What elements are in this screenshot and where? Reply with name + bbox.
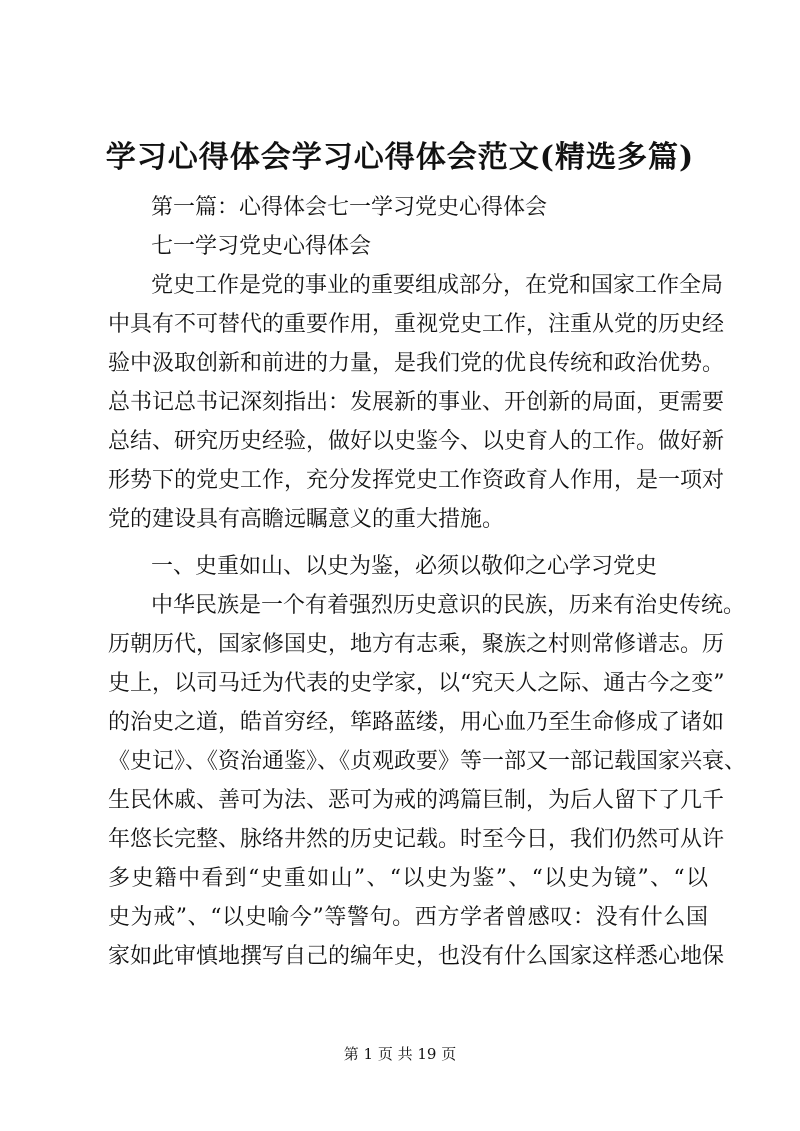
section-heading: 第一篇：心得体会七一学习党史心得体会 — [151, 195, 548, 220]
document-title: 学习心得体会学习心得体会范文(精选多篇) — [105, 140, 695, 175]
paragraph-line: 总书记总书记深刻指出：发展新的事业、开创新的局面，更需要 — [108, 390, 725, 415]
paragraph-line: 的治史之道，皓首穷经，筚路蓝缕，用心血乃至生命修成了诸如 — [108, 710, 725, 735]
paragraph-line: 总结、研究历史经验，做好以史鉴今、以史育人的工作。做好新 — [108, 429, 725, 454]
paragraph-line: 家如此审慎地撰写自己的编年史，也没有什么国家这样悉心地保 — [108, 944, 725, 969]
paragraph-line: 中具有不可替代的重要作用，重视党史工作，注重从党的历史经 — [108, 312, 725, 337]
paragraph-line: 多史籍中看到“史重如山”、“以史为鉴”、“以史为镜”、“以 — [108, 866, 708, 891]
paragraph-line: 生民休戚、善可为法、恶可为戒的鸿篇巨制，为后人留下了几千 — [108, 788, 725, 813]
paragraph-line: 史为戒”、“以史喻今”等警句。西方学者曾感叹：没有什么国 — [108, 905, 708, 930]
page-footer: 第 1 页 共 19 页 — [343, 1045, 457, 1063]
paragraph-line: 党史工作是党的事业的重要组成部分，在党和国家工作全局 — [151, 273, 724, 298]
paragraph-line: 形势下的党史工作，充分发挥党史工作资政育人作用，是一项对 — [108, 468, 725, 493]
paragraph-line: 党的建设具有高瞻远瞩意义的重大措施。 — [108, 507, 505, 532]
paragraph-line: 验中汲取创新和前进的力量，是我们党的优良传统和政治优势。 — [108, 351, 725, 376]
subheading: 七一学习党史心得体会 — [151, 234, 372, 259]
paragraph-line: 历朝历代，国家修国史，地方有志乘，聚族之村则常修谱志。历 — [108, 632, 725, 657]
paragraph-line: 年悠长完整、脉络井然的历史记载。时至今日，我们仍然可从许 — [108, 827, 725, 852]
section-heading: 一、史重如山、以史为鉴，必须以敬仰之心学习党史 — [151, 554, 658, 579]
paragraph-line: 中华民族是一个有着强烈历史意识的民族，历来有治史传统。 — [151, 593, 746, 618]
paragraph-line: 《史记》、《资治通鉴》、《贞观政要》等一部又一部记载国家兴衰、 — [108, 749, 747, 774]
paragraph-line: 史上，以司马迁为代表的史学家，以“究天人之际、通古今之变” — [108, 671, 725, 696]
